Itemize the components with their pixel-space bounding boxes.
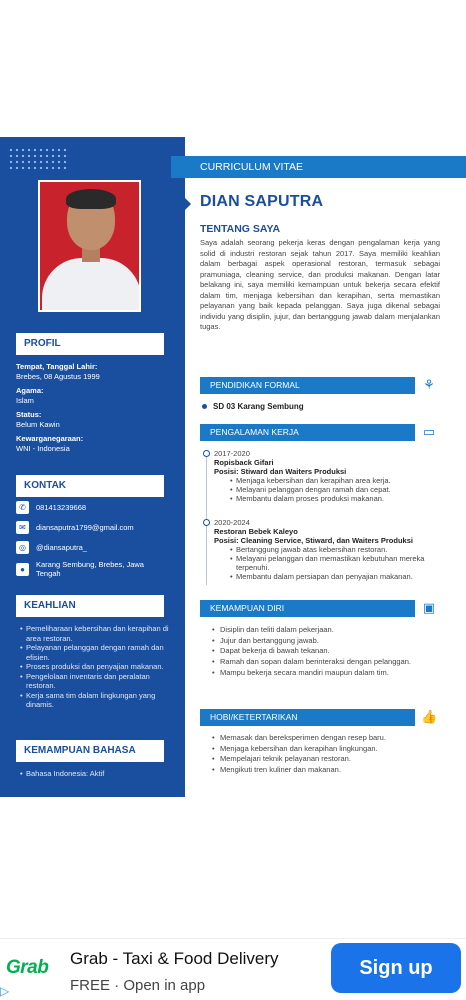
hobi-list — [212, 733, 442, 776]
list-item: • Pelayanan pelanggan dengan ramah dan efisien. — [20, 643, 172, 662]
location-pin-icon: ● — [16, 563, 29, 576]
list-item: • Proses produksi dan penyajian makanan. — [20, 662, 172, 672]
instagram-text: @diansaputra_ — [36, 543, 87, 552]
name-marker-arrow — [185, 198, 191, 210]
kewarganegaraan-value: WNI - Indonesia — [16, 443, 70, 453]
thumbs-up-icon: 👍 — [421, 709, 438, 724]
hobi-heading: HOBI/KETERTARIKAN — [200, 709, 415, 726]
mail-icon: ✉ — [16, 521, 29, 534]
contact-address — [16, 560, 176, 578]
cv-document — [0, 137, 466, 797]
bahasa-list — [20, 769, 172, 779]
list-item: • Disiplin dan teliti dalam pekerjaan. — [212, 625, 442, 636]
kewarganegaraan-label: Kewarganegaraan: — [16, 434, 84, 443]
about-text: Saya adalah seorang pekerja keras dengan pengalaman kerja yang solid di industri restoran sejak tahun 2017. Saya memiliki keahlian dalam berbagai aspek operasional restoran, termasuk sebagai pramuniaga, cleaning service, dan produksi makanan. Dengan latar belakang ini, saya memiliki kemampuan untuk bekerja secara efektif dalam tim, menjaga kebersihan dan kerapihan, serta memastikan pelayanan yang baik kepada pelanggan. Saya juga dikenal sebagai individu yang disiplin, jujur, dan bertanggung jawab dalam menjalankan tugas. — [200, 238, 440, 331]
pengalaman-heading: PENGALAMAN KERJA — [200, 424, 415, 441]
whatsapp-icon: ✆ — [16, 501, 29, 514]
job-tasks — [214, 545, 444, 581]
candidate-name: DIAN SAPUTRA — [200, 193, 324, 210]
profile-photo — [38, 180, 141, 312]
bahasa-heading: KEMAMPUAN BAHASA — [16, 740, 164, 762]
phone-text: 081413239668 — [36, 503, 87, 512]
kemampuan-diri-list — [212, 625, 442, 679]
contact-phone — [16, 501, 176, 514]
id-card-icon: ▣ — [422, 600, 436, 615]
list-item: • Mempelajari teknik pelayanan restoran. — [212, 754, 442, 765]
kemampuan-diri-heading: KEMAMPUAN DIRI — [200, 600, 415, 617]
photo-shirt — [42, 258, 141, 312]
photo-hair — [66, 189, 116, 209]
address-text: Karang Sembung, Brebes, Jawa Tengah — [36, 560, 144, 578]
play-triangle-icon[interactable]: ▷ — [0, 984, 10, 998]
education-item: SD 03 Karang Sembung — [202, 402, 304, 411]
agama-value: Islam — [16, 395, 34, 405]
ad-banner[interactable] — [0, 938, 466, 1000]
dot-pattern — [8, 147, 70, 169]
cv-title-band: CURRICULUM VITAE — [171, 156, 466, 178]
job-position: Posisi: Stiward dan Waiters Produksi — [214, 467, 347, 476]
profil-details — [16, 362, 171, 453]
timeline-dot — [203, 450, 210, 457]
job-years: 2020-2024 — [214, 518, 250, 527]
list-item: • Melayani pelanggan dengan ramah dan cepat. — [230, 485, 444, 494]
list-item: • Membantu dalam persiapan dan penyajian makanan. — [230, 572, 444, 581]
status-label: Status: — [16, 410, 42, 419]
keahlian-list — [20, 624, 172, 710]
ttl-value: Brebes, 08 Agustus 1999 — [16, 371, 100, 381]
agama-label: Agama: — [16, 386, 44, 395]
status-value: Belum Kawin — [16, 419, 60, 429]
list-item: • Dapat bekerja di bawah tekanan. — [212, 646, 442, 657]
briefcase-icon: ▭ — [422, 424, 436, 439]
list-item: • Memasak dan bereksperimen dengan resep baru. — [212, 733, 442, 744]
timeline-dot — [203, 519, 210, 526]
sign-up-button[interactable]: Sign up — [331, 943, 461, 993]
list-item: • Pemeliharaan kebersihan dan kerapihan di area restoran. — [20, 624, 172, 643]
list-item: • Ramah dan sopan dalam berinteraksi dengan pelanggan. — [212, 657, 442, 668]
about-heading: TENTANG SAYA — [200, 223, 281, 235]
list-item: • Mengikuti tren kuliner dan makanan. — [212, 765, 442, 776]
list-item: • Menjaga kebersihan dan kerapihan lingkungan. — [212, 744, 442, 755]
list-item: • Menjaga kebersihan dan kerapihan area kerja. — [230, 476, 444, 485]
ad-title[interactable]: Grab - Taxi & Food Delivery — [70, 949, 279, 968]
profil-heading: PROFIL — [16, 333, 164, 355]
job-position: Posisi: Cleaning Service, Stiward, dan Waiters Produksi — [214, 536, 413, 545]
pendidikan-heading: PENDIDIKAN FORMAL — [200, 377, 415, 394]
list-item: • Mampu bekerja secara mandiri maupun dalam tim. — [212, 668, 442, 679]
ad-subtitle: FREE · Open in app — [70, 977, 206, 994]
list-item: • Melayani pelanggan dan memastikan kebutuhan mereka terpenuhi. — [230, 554, 444, 572]
list-item: • Jujur dan bertanggung jawab. — [212, 636, 442, 647]
grab-logo: Grab — [6, 957, 49, 978]
contact-instagram — [16, 541, 176, 554]
job-years: 2017-2020 — [214, 449, 250, 458]
keahlian-heading: KEAHLIAN — [16, 595, 164, 617]
list-item: • Bertanggung jawab atas kebersihan restoran. — [230, 545, 444, 554]
list-item: • Pengelolaan inventaris dan peralatan restoran. — [20, 672, 172, 691]
email-text: diansaputra1799@gmail.com — [36, 523, 134, 532]
list-item: • Membantu dalam proses produksi makanan. — [230, 494, 444, 503]
job-company: Ropisback Gifari — [214, 458, 274, 467]
list-item: • Kerja sama tim dalam lingkungan yang dinamis. — [20, 691, 172, 710]
job-company: Restoran Bebek Kaleyo — [214, 527, 298, 536]
job-tasks — [214, 476, 444, 503]
graduation-cap-icon: ⚘ — [423, 377, 435, 392]
ttl-label: Tempat, Tanggal Lahir: — [16, 362, 98, 371]
job-entry — [214, 449, 444, 503]
job-entry — [214, 518, 444, 581]
list-item: • Bahasa Indonesia: Aktif — [20, 769, 172, 779]
kontak-heading: KONTAK — [16, 475, 164, 497]
sidebar — [0, 137, 185, 797]
instagram-icon: ◎ — [16, 541, 29, 554]
contact-email — [16, 521, 176, 534]
